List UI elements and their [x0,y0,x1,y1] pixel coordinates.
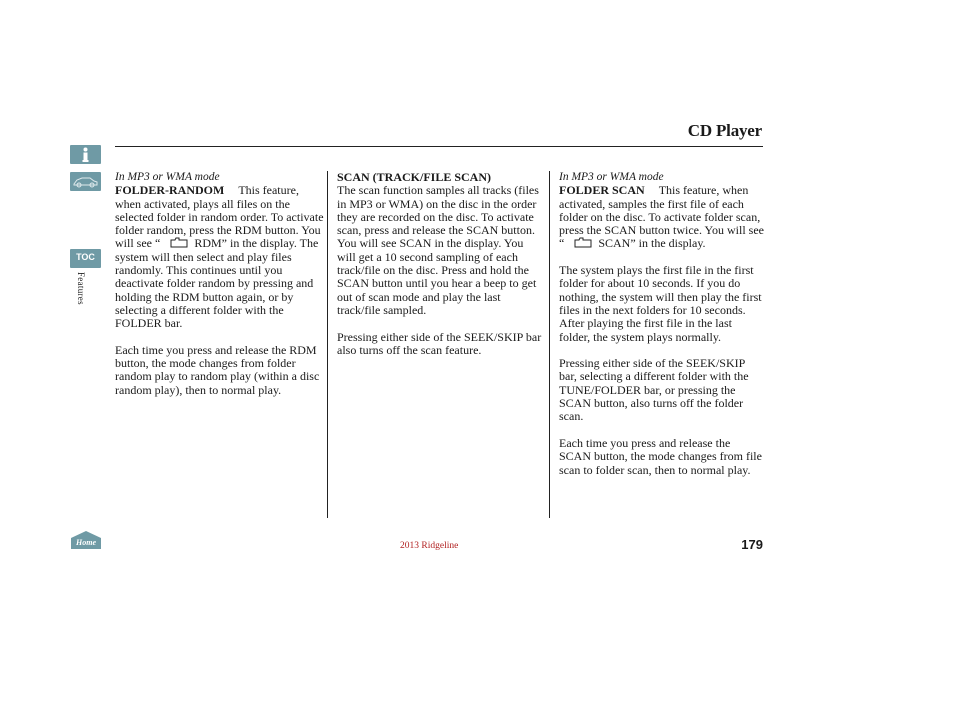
section-heading: SCAN (TRACK/FILE SCAN) [337,170,492,184]
toc-label: TOC [76,252,95,262]
folder-random-paragraph: FOLDER-RANDOM This feature, when activated, plays all files on the selected folder in random order. To activate folder random, press the RDM button. You will see “ RDM” in the display. The system will then select and play files randomly. This continues until you deactivate folder random by pressing and holding the RDM button again, or by selecting a different folder with the FOLDER bar. [115,183,324,331]
body-paragraph: Pressing either side of the SEEK/SKIP bar, selecting a different folder with the TUNE/FOLDER bar, or pressing the SCAN button, also turns off the folder scan. [559,356,749,424]
column-folder-scan [559,171,765,490]
info-button[interactable] [70,145,101,164]
column-scan [337,171,545,370]
car-icon [70,172,101,191]
folder-icon [574,237,592,248]
folder-scan-paragraph: FOLDER SCAN This feature, when activated, samples the first file of each folder on the disc. To activate folder scan, press the SCAN button twice. You will see “ SCAN” in the display. [559,183,764,251]
page-number: 179 [741,537,763,552]
folder-icon [170,237,188,248]
section-label: Features [76,272,86,305]
mode-note: In MP3 or WMA mode [115,171,220,183]
home-label: Home [76,538,96,547]
mode-note: In MP3 or WMA mode [559,171,664,183]
column-divider [327,171,328,518]
page-title: CD Player [687,121,762,140]
home-button[interactable] [70,530,102,549]
section-heading: FOLDER-RANDOM [115,183,225,198]
body-paragraph: The system plays the first file in the first folder for about 10 seconds. If you do nothing, the system will then play the first files in the next folders for 10 seconds. After playing the first file in the last folder, the system plays normally. [559,263,762,344]
toc-button[interactable] [70,249,101,268]
header-divider [115,146,763,147]
column-folder-random [115,171,325,410]
body-paragraph: Each time you press and release the RDM button, the mode changes from folder random play to random play (within a disc random play), then to normal play. [115,342,320,397]
footer-model: 2013 Ridgeline [400,541,459,551]
column-divider [549,171,550,518]
section-heading: FOLDER SCAN [559,183,645,198]
body-paragraph: Pressing either side of the SEEK/SKIP bar also turns off the scan feature. [337,329,542,357]
body-paragraph: Each time you press and release the SCAN button, the mode changes from file scan to folder scan, then to normal play. [559,435,762,477]
info-icon [70,145,101,164]
body-paragraph: The scan function samples all tracks (files in MP3 or WMA) on the disc in the order they are recorded on the disc. To activate scan, press and release the SCAN button. You will see SCAN in the display. You will get a 10 second sampling of each track/file on the disc. Press and hold the SCAN button until you hear a beep to get out of scan mode and play the last track/file sampled. [337,183,539,317]
vehicle-index-button[interactable] [70,172,101,191]
home-icon [70,530,102,549]
